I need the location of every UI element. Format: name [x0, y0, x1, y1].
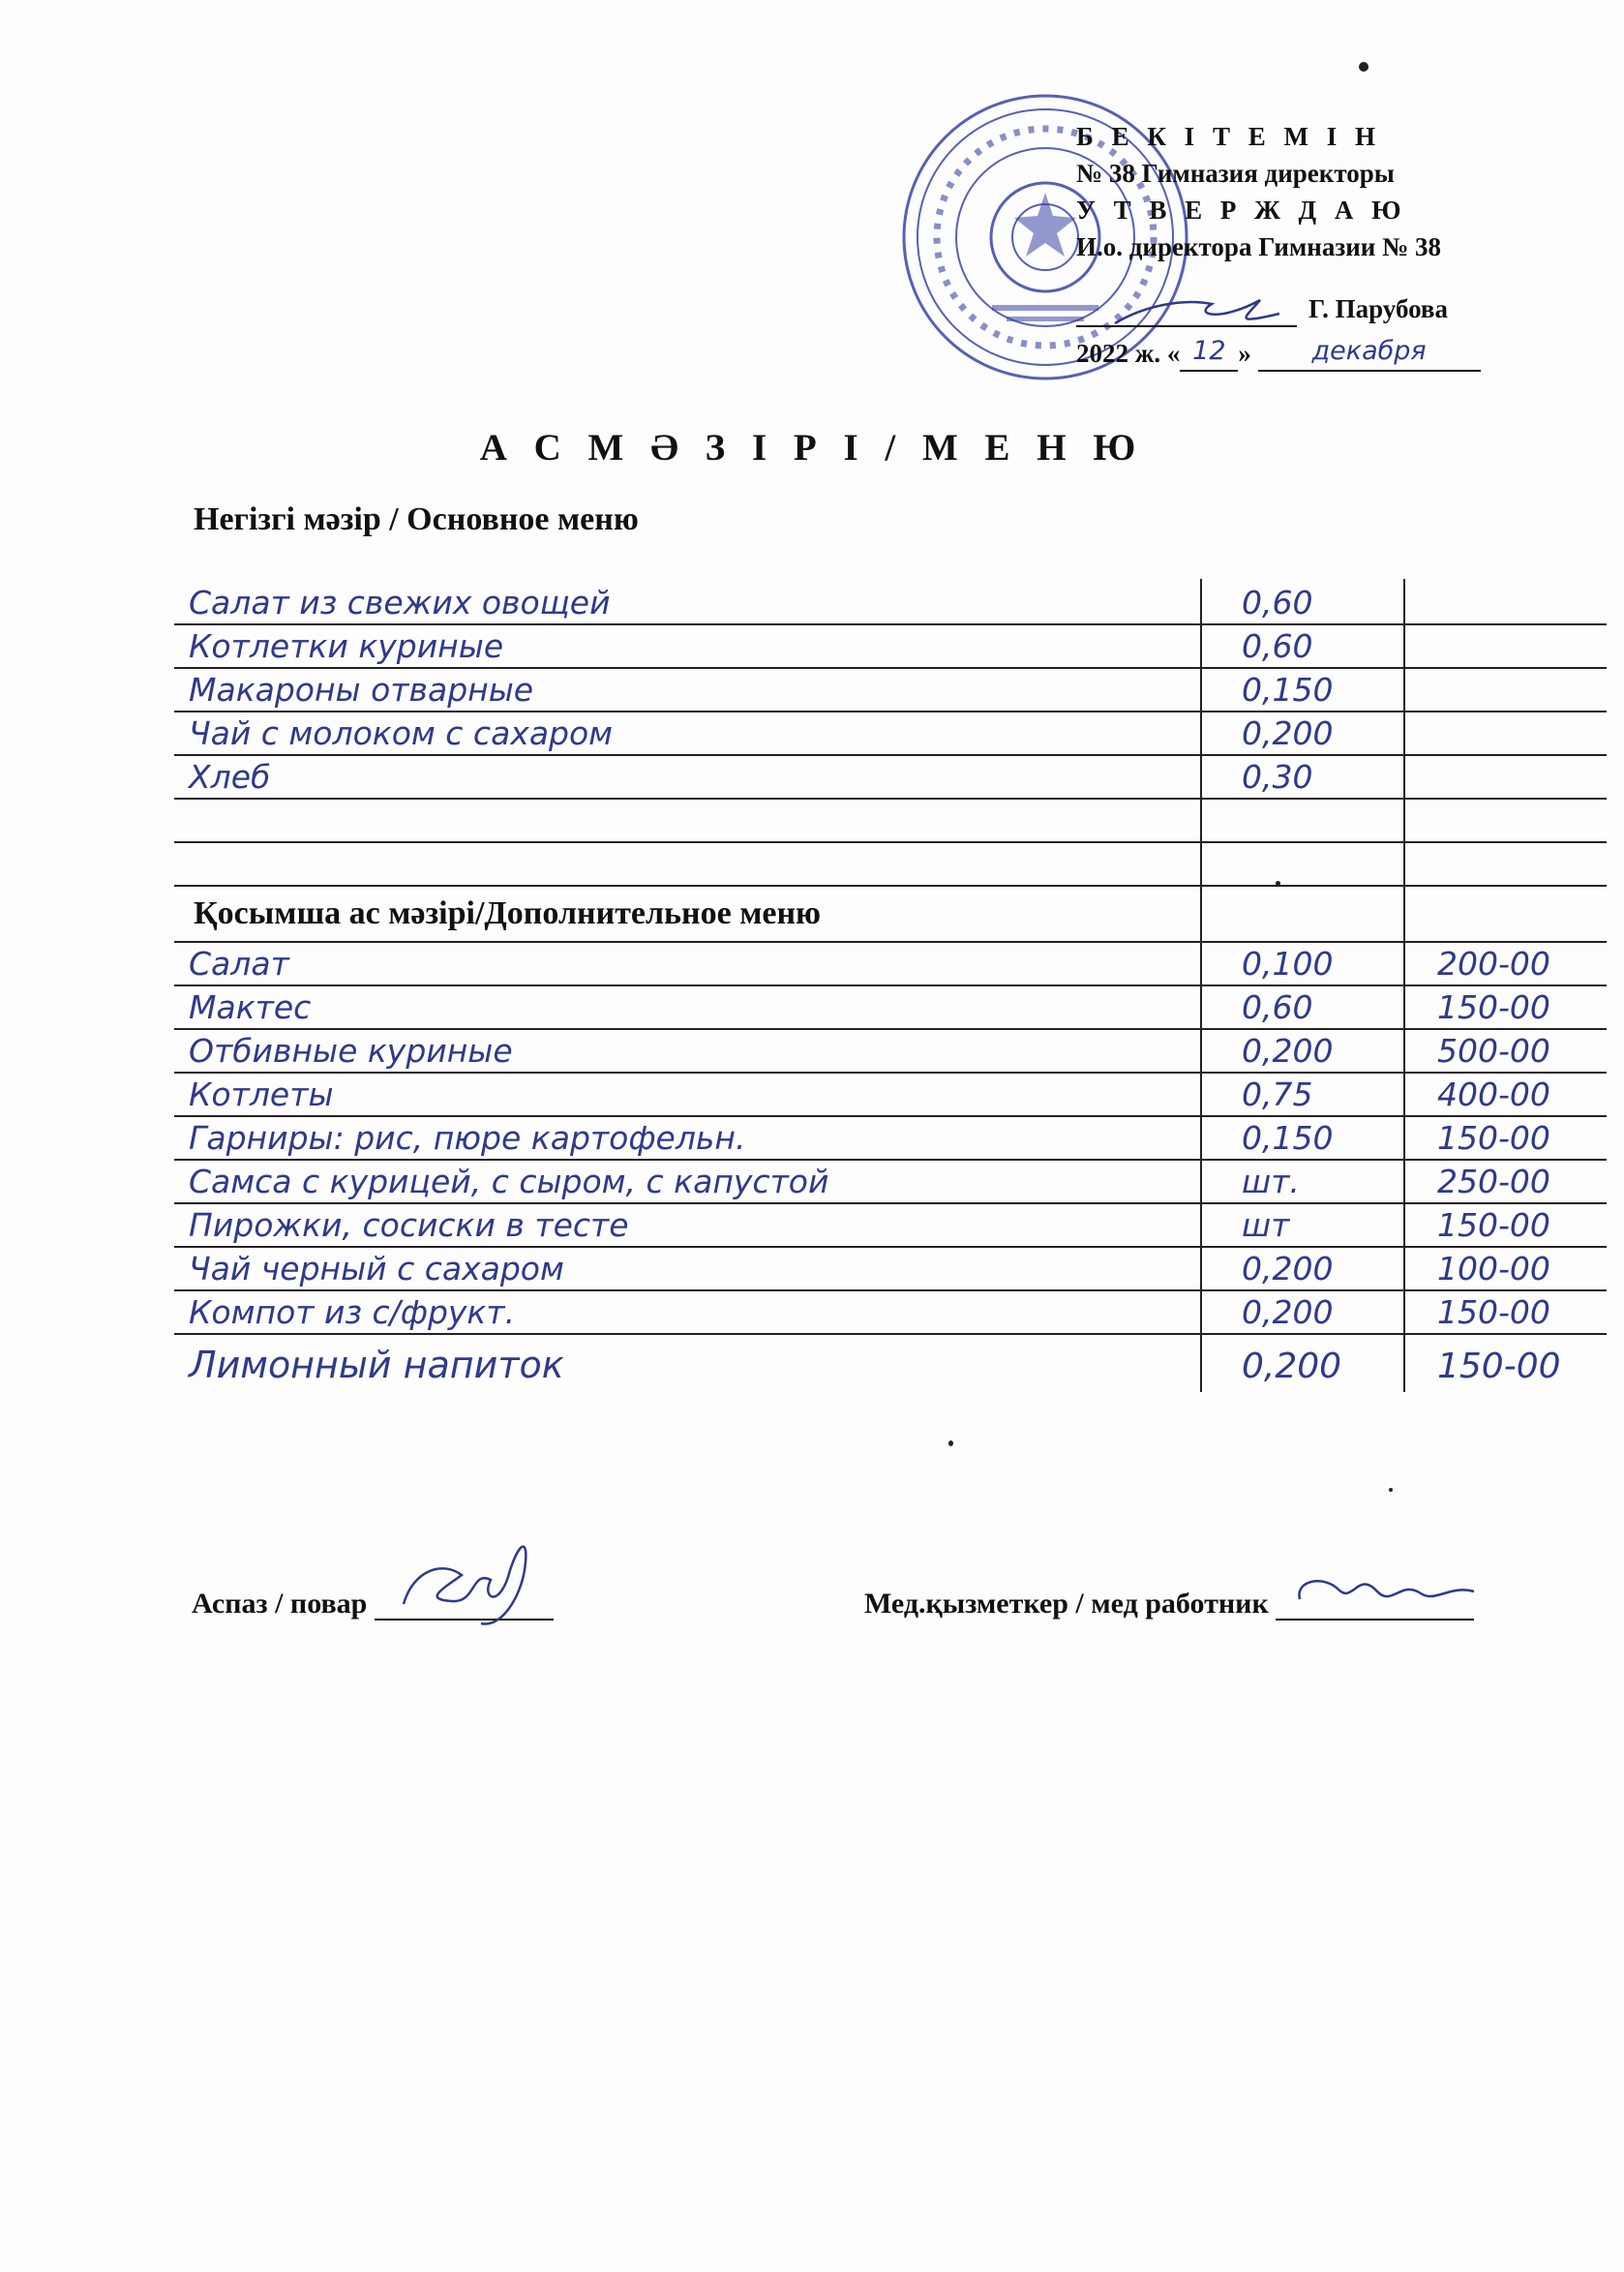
dish-quantity: 0,60 [1242, 584, 1313, 621]
cook-signature-line [375, 1590, 554, 1621]
table-row-empty [174, 842, 1607, 887]
approval-ru-position: И.о. директора Гимназии № 38 [1076, 232, 1441, 261]
dish-name: Салат [189, 945, 289, 983]
handwritten-signature-icon [384, 1531, 568, 1638]
medic-signature-block [864, 1588, 1474, 1621]
table-row [174, 1203, 1607, 1248]
dish-price: 150-00 [1437, 1206, 1550, 1244]
cook-label: Аспаз / повар [192, 1588, 368, 1620]
dish-name: Мактес [189, 988, 312, 1026]
dish-quantity: 0,150 [1242, 1119, 1334, 1157]
table-row [174, 668, 1607, 712]
dish-quantity: 0,200 [1242, 1032, 1334, 1070]
table-row [174, 624, 1607, 669]
table-row [174, 1029, 1607, 1074]
dish-price: 250-00 [1437, 1163, 1550, 1200]
dish-name: Макароны отварные [189, 671, 534, 709]
dish-name: Отбивные куриные [189, 1032, 513, 1070]
cook-signature-block [192, 1588, 554, 1621]
table-row-empty [174, 799, 1607, 843]
approval-date-prefix: 2022 ж. « [1076, 339, 1181, 368]
dish-quantity: 0,60 [1242, 627, 1313, 665]
dish-name: Пирожки, сосиски в тесте [189, 1206, 629, 1244]
ink-dot [1389, 1488, 1393, 1492]
dish-quantity: шт. [1242, 1163, 1300, 1200]
table-row [174, 1073, 1607, 1117]
approval-ru-title: У Т В Е Р Ж Д А Ю [1076, 196, 1407, 225]
handwritten-signature-icon [1076, 296, 1297, 329]
dish-name: Компот из с/фрукт. [189, 1293, 516, 1331]
dish-quantity: 0,200 [1242, 1293, 1334, 1331]
approval-date [1076, 333, 1481, 372]
director-signature [1076, 296, 1297, 327]
dish-price: 150-00 [1437, 988, 1550, 1026]
approval-signer: Г. Парубова [1308, 294, 1448, 323]
dish-name: Чай черный с сахаром [189, 1250, 564, 1287]
dish-price: 150-00 [1437, 1293, 1550, 1331]
main-menu-heading: Негізгі мәзір / Основное меню [194, 501, 639, 537]
table-row [174, 755, 1607, 800]
dish-quantity: 0,60 [1242, 988, 1313, 1026]
approval-date-day: 12 [1180, 333, 1238, 372]
table-row [174, 1290, 1607, 1335]
dish-price: 400-00 [1437, 1075, 1550, 1113]
dish-quantity: 0,200 [1242, 714, 1334, 752]
dish-name: Гарниры: рис, пюре картофельн. [189, 1119, 746, 1157]
dish-name: Чай с молоком с сахаром [189, 714, 614, 752]
dish-quantity: шт [1242, 1206, 1290, 1244]
dish-price: 200-00 [1437, 945, 1550, 983]
handwritten-signature-icon [1285, 1531, 1479, 1619]
medic-label: Мед.қызметкер / мед работник [864, 1588, 1269, 1620]
ink-dot [948, 1440, 953, 1446]
table-row [174, 1346, 1607, 1388]
dish-price: 100-00 [1437, 1250, 1550, 1287]
approval-date-month: декабря [1258, 333, 1481, 372]
dish-quantity: 0,30 [1242, 758, 1313, 796]
medic-signature-line [1276, 1590, 1474, 1621]
table-row [174, 985, 1607, 1030]
table-row [174, 581, 1607, 625]
table-row [174, 712, 1607, 756]
dish-quantity: 0,75 [1242, 1075, 1313, 1113]
table-row [174, 942, 1607, 986]
approval-block [1076, 118, 1481, 372]
ink-dot [1359, 62, 1368, 72]
approval-date-mid: » [1238, 339, 1258, 368]
dish-price: 150-00 [1437, 1347, 1561, 1386]
dish-quantity: 0,200 [1242, 1347, 1342, 1386]
table-row [174, 1247, 1607, 1291]
dish-quantity: 0,150 [1242, 671, 1334, 709]
dish-quantity: 0,200 [1242, 1250, 1334, 1287]
dish-name: Самса с курицей, с сыром, с капустой [189, 1163, 829, 1200]
extra-menu-heading: Қосымша ас мәзірі/Дополнительное меню [194, 895, 822, 931]
dish-name: Салат из свежих овощей [189, 584, 611, 621]
dish-quantity: 0,100 [1242, 945, 1334, 983]
table-row [174, 1116, 1607, 1161]
dish-price: 150-00 [1437, 1119, 1550, 1157]
dish-name: Хлеб [189, 758, 271, 796]
approval-kz-title: Б Е К І Т Е М І Н [1076, 122, 1381, 151]
table-row-heading-line [174, 898, 1607, 943]
dish-name: Лимонный напиток [189, 1344, 564, 1386]
approval-signature-line [1076, 290, 1481, 327]
dish-price: 500-00 [1437, 1032, 1550, 1070]
dish-name: Котлетки куриные [189, 627, 504, 665]
table-row [174, 1160, 1607, 1204]
page-title: А С М Ә З І Р І / М Е Н Ю [479, 427, 1145, 469]
dish-name: Котлеты [189, 1075, 334, 1113]
approval-kz-position: № 38 Гимназия директоры [1076, 159, 1395, 188]
